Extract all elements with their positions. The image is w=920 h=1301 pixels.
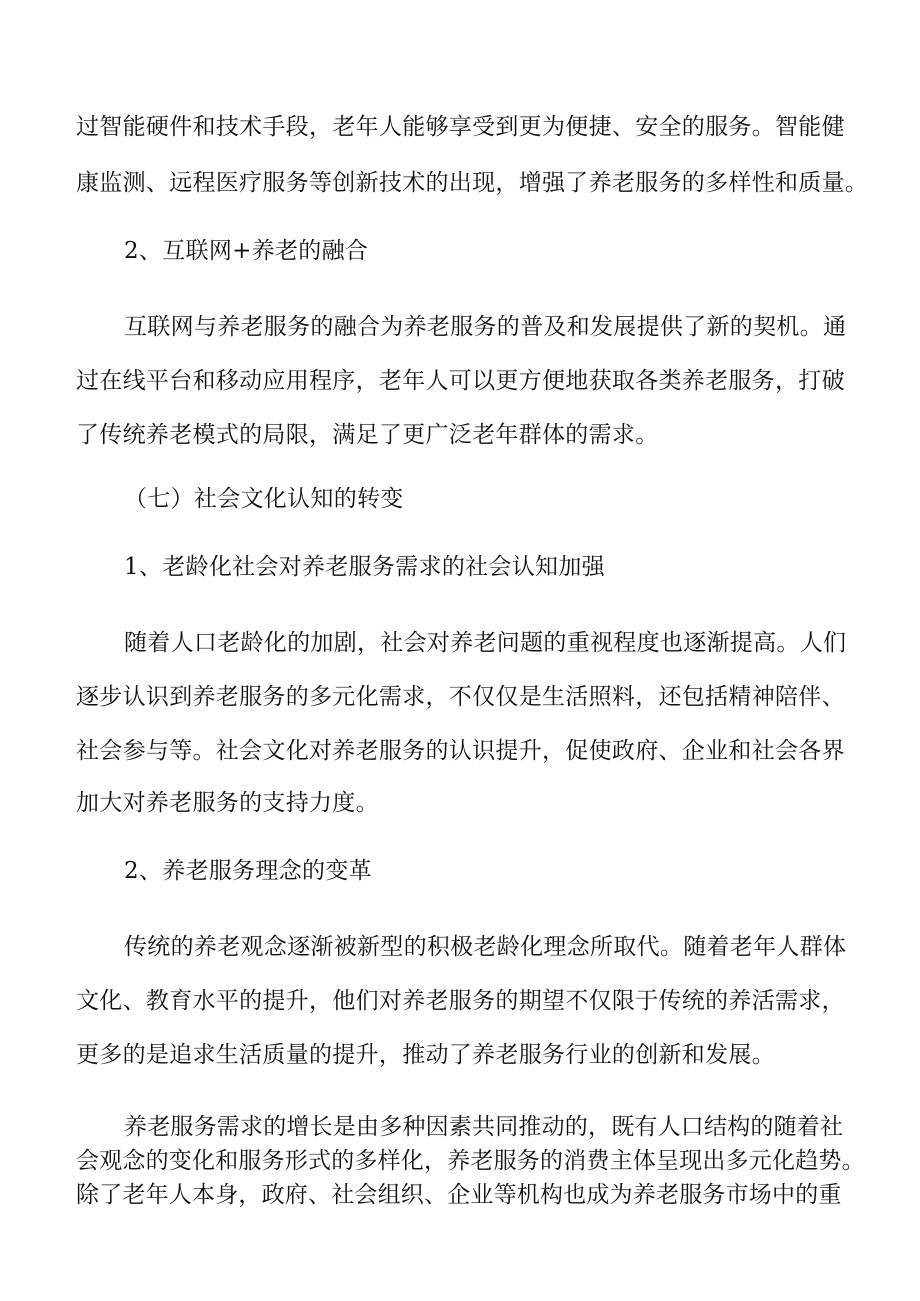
chapter-heading: （七）社会文化认知的转变 [124,486,404,512]
paragraph-line: 过智能硬件和技术手段，老年人能够享受到更为便捷、安全的服务。智能健 [76,114,845,140]
paragraph-line: 逐步认识到养老服务的多元化需求，不仅仅是生活照料，还包括精神陪伴、 [76,684,845,710]
section-heading: 1、老龄化社会对养老服务需求的社会认知加强 [124,554,605,580]
paragraph-line: 会观念的变化和服务形式的多样化，养老服务的消费主体呈现出多元化趋势。 [76,1148,865,1174]
paragraph-line: 加大对养老服务的支持力度。 [76,790,379,816]
paragraph-line: 文化、教育水平的提升，他们对养老服务的期望不仅限于传统的养活需求， [76,988,845,1014]
section-heading: 2、互联网+养老的融合 [124,238,369,264]
paragraph-line: 传统的养老观念逐渐被新型的积极老龄化理念所取代。随着老年人群体 [124,934,847,960]
paragraph-line: 养老服务需求的增长是由多种因素共同推动的，既有人口结构的随着社 [124,1114,844,1140]
paragraph-line: 更多的是追求生活质量的提升，推动了养老服务行业的创新和发展。 [76,1042,775,1068]
paragraph-line: 社会参与等。社会文化对养老服务的认识提升，促使政府、企业和社会各界 [76,738,845,764]
paragraph-line: 随着人口老龄化的加剧，社会对养老问题的重视程度也逐渐提高。人们 [124,630,847,656]
paragraph-line: 了传统养老模式的局限，满足了更广泛老年群体的需求。 [76,422,659,448]
paragraph-line: 过在线平台和移动应用程序，老年人可以更方便地获取各类养老服务，打破 [76,368,845,394]
section-heading: 2、养老服务理念的变革 [124,858,372,884]
paragraph-line: 康监测、远程医疗服务等创新技术的出现，增强了养老服务的多样性和质量。 [76,170,869,196]
paragraph-line: 除了老年人本身，政府、社会组织、企业等机构也成为养老服务市场中的重 [76,1182,842,1208]
paragraph-line: 互联网与养老服务的融合为养老服务的普及和发展提供了新的契机。通 [124,314,847,340]
